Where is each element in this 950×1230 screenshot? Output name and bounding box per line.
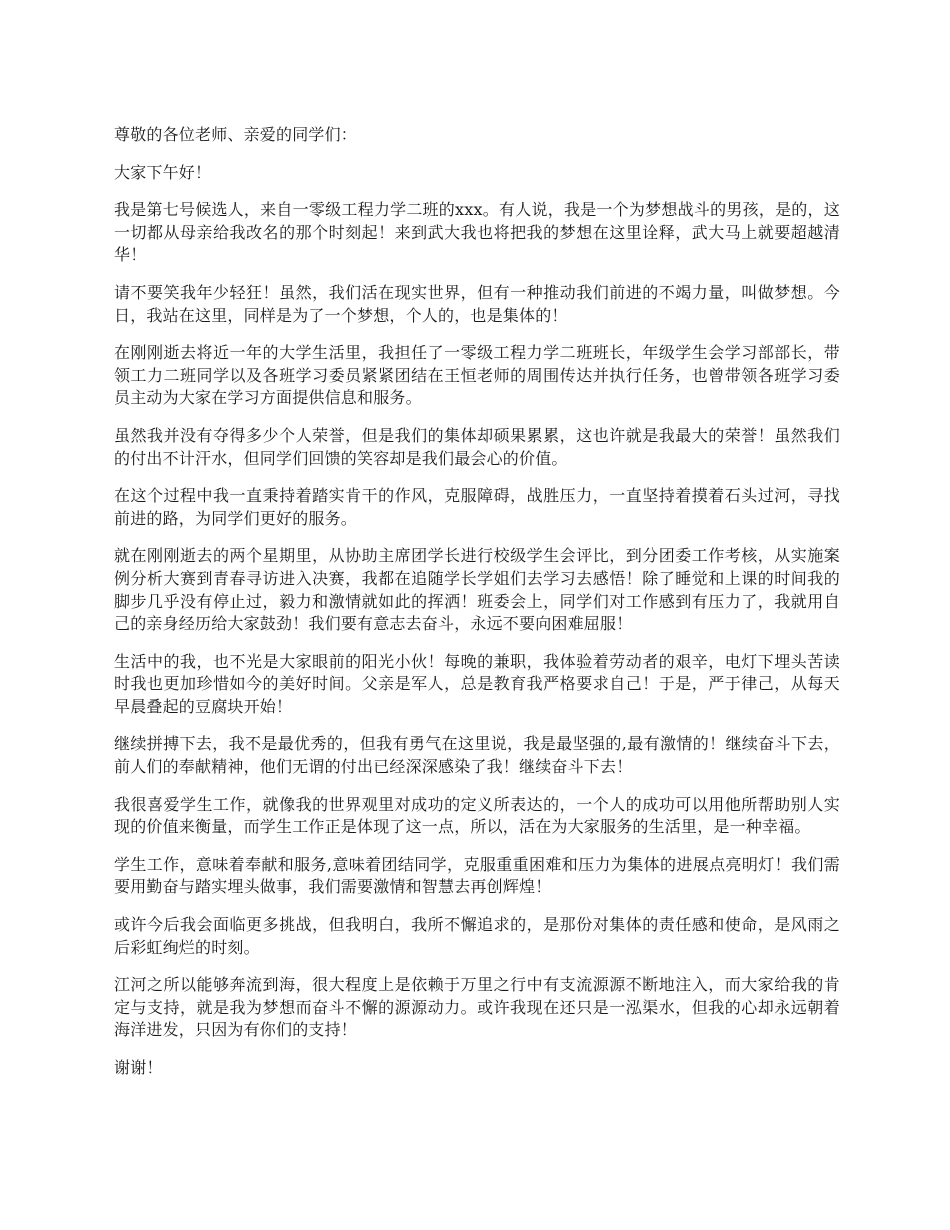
paragraph-love-student-work: 我很喜爱学生工作，就像我的世界观里对成功的定义所表达的，一个人的成功可以用他所帮助别人实现的价值来衡量，而学生工作正是体现了这一点，所以，活在为大家服务的生活里，是一种幸福。 xyxy=(114,794,840,837)
paragraph-challenges: 或许今后我会面临更多挑战，但我明白，我所不懈追求的，是那份对集体的责任感和使命，是风雨之后彩虹绚烂的时刻。 xyxy=(114,915,840,957)
closing-thanks: 谢谢！ xyxy=(114,1058,163,1077)
paragraph-recent-weeks: 就在刚刚逝去的两个星期里，从协助主席团学长进行校级学生会评比，到分团委工作考核，从实施案例分析大赛到青春寻访进入决赛，我都在追随学长学姐们去学习去感悟！除了睡觉和上课的时间我的脚步几乎没有停止过，毅力和激情就如此的挥洒！班委会上，同学们对工作感到有压力了，我就用自己的亲身经历给大家鼓劲！我们要有意志去奋斗，永远不要向困难屈服！ xyxy=(114,546,840,634)
paragraph-keep-striving: 继续拼搏下去，我不是最优秀的，但我有勇气在这里说，我是最坚强的,最有激情的！继续奋斗下去，前人们的奉献精神，他们无谓的付出已经深深感染了我！继续奋斗下去！ xyxy=(114,734,840,777)
paragraph-personal-life: 生活中的我，也不光是大家眼前的阳光小伙！每晚的兼职，我体验着劳动者的艰辛，电灯下埋头苦读时我也更加珍惜如今的美好时间。父亲是军人，总是教育我严格要求自己！于是，严于律己，从每天早晨叠起的豆腐块开始！ xyxy=(114,651,840,716)
paragraph-honors: 虽然我并没有夺得多少个人荣誉，但是我们的集体却硕果累累，这也许就是我最大的荣誉！虽然我们的付出不计汗水，但同学们回馈的笑容却是我们最会心的价值。 xyxy=(114,425,840,468)
paragraph-introduction: 我是第七号候选人，来自一零级工程力学二班的xxx。有人说，我是一个为梦想战斗的男孩，是的，这一切都从母亲给我改名的那个时刻起！来到武大我也将把我的梦想在这里诠释，武大马上就要超越清华！ xyxy=(114,200,840,265)
greeting: 大家下午好！ xyxy=(114,162,212,182)
paragraph-meaning-of-work: 学生工作，意味着奉献和服务,意味着团结同学，克服重重困难和压力为集体的进展点亮明灯！我们需要用勤奋与踏实埋头做事，我们需要激情和智慧去再创辉煌！ xyxy=(114,854,840,897)
paragraph-roles: 在刚刚逝去将近一年的大学生活里，我担任了一零级工程力学二班班长，年级学生会学习部部长，带领工力二班同学以及各班学习委员紧紧团结在王恒老师的周围传达并执行任务，也曾带领各班学习委员主动为大家在学习方面提供信息和服务。 xyxy=(114,343,840,408)
paragraph-support: 江河之所以能够奔流到海，很大程度上是依赖于万里之行中有支流源源不断地注入，而大家给我的肯定与支持，就是我为梦想而奋斗不懈的源源动力。或许我现在还只是一泓渠水，但我的心却永远朝着海洋进发，只因为有你们的支持！ xyxy=(114,975,840,1040)
paragraph-work-style: 在这个过程中我一直秉持着踏实肯干的作风，克服障碍，战胜压力，一直坚持着摸着石头过河，寻找前进的路，为同学们更好的服务。 xyxy=(114,486,840,528)
salutation: 尊敬的各位老师、亲爱的同学们： xyxy=(114,125,358,144)
paragraph-dream: 请不要笑我年少轻狂！虽然，我们活在现实世界，但有一种推动我们前进的不竭力量，叫做梦想。今日，我站在这里，同样是为了一个梦想，个人的，也是集体的！ xyxy=(114,282,840,325)
document-body xyxy=(114,124,840,1095)
